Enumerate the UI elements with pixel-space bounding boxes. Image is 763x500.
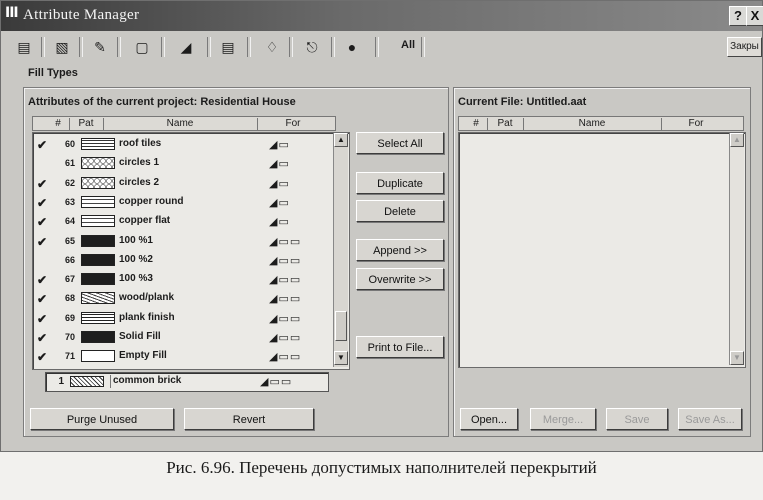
- row-number: 62: [64, 177, 75, 188]
- zones-icon[interactable]: ⎋: [306, 39, 318, 55]
- pattern-swatch: [81, 312, 115, 324]
- duplicate-button[interactable]: Duplicate: [356, 172, 444, 194]
- for-element-icons[interactable]: ◢▭▭: [269, 312, 302, 325]
- row-number: 71: [64, 351, 75, 362]
- delete-button[interactable]: Delete: [356, 200, 444, 222]
- pattern-swatch: [81, 273, 115, 285]
- toolbar-separator: [41, 37, 45, 57]
- row-number: 60: [64, 139, 75, 149]
- for-element-icons[interactable]: ◢▭: [269, 158, 290, 171]
- toolbar-separator: [247, 37, 251, 57]
- pens-icon[interactable]: ▧: [55, 39, 69, 55]
- toolbar-separator: [79, 37, 83, 57]
- column-name[interactable]: Name: [103, 118, 258, 130]
- pattern-swatch: [81, 138, 115, 150]
- used-checkmark-icon: ✔: [37, 138, 48, 152]
- pattern-swatch: [81, 157, 115, 169]
- row-name: Empty Fill: [119, 350, 167, 362]
- app-icon: III: [5, 5, 18, 21]
- edit-row-name-field[interactable]: common brick: [110, 375, 257, 388]
- row-number: 66: [64, 254, 75, 265]
- toolbar-separator: [117, 37, 121, 57]
- used-checkmark-icon: ✔: [37, 350, 48, 365]
- toolbar-separator: [331, 37, 335, 57]
- current-file-panel: [453, 87, 751, 437]
- for-element-icons[interactable]: ◢▭: [269, 196, 290, 209]
- for-element-icons[interactable]: ◢▭: [269, 139, 290, 151]
- append-button[interactable]: Append >>: [356, 239, 444, 261]
- for-element-icons[interactable]: ◢▭▭: [269, 332, 302, 344]
- composites-icon[interactable]: ◢: [180, 39, 192, 55]
- row-name: 100 %3: [119, 273, 153, 285]
- row-number: 68: [64, 293, 75, 304]
- current-project-title: Attributes of the current project: Residential House: [28, 96, 296, 108]
- toolbar-separator: [375, 37, 379, 57]
- for-element-icons[interactable]: ◢▭▭: [269, 293, 302, 306]
- used-checkmark-icon: ✔: [37, 215, 48, 230]
- title-bar[interactable]: [1, 1, 762, 31]
- pattern-swatch: [81, 254, 115, 266]
- used-checkmark-icon: ✔: [37, 292, 48, 307]
- list-item[interactable]: [33, 212, 335, 231]
- list-item[interactable]: [33, 270, 335, 289]
- column-number[interactable]: #: [465, 118, 488, 130]
- list-item[interactable]: [33, 347, 335, 366]
- used-checkmark-icon: ✔: [37, 311, 48, 326]
- row-number: 63: [64, 196, 75, 207]
- right-attribute-list[interactable]: [458, 132, 746, 368]
- window-title: Attribute Manager: [23, 7, 140, 23]
- row-number: 69: [64, 312, 75, 323]
- list-item[interactable]: [33, 309, 335, 328]
- column-pattern[interactable]: Pat: [487, 118, 524, 130]
- list-item[interactable]: [33, 193, 335, 212]
- used-checkmark-icon: ✔: [37, 234, 48, 249]
- toolbar-separator: [421, 37, 425, 57]
- list-item[interactable]: [33, 154, 335, 173]
- scroll-thumb[interactable]: [335, 311, 347, 341]
- row-number: 70: [64, 332, 75, 342]
- column-number[interactable]: #: [47, 118, 70, 130]
- left-list-scrollbar[interactable]: [333, 133, 348, 367]
- row-number: 64: [64, 216, 75, 227]
- row-number: 67: [64, 274, 75, 285]
- column-for[interactable]: For: [688, 118, 704, 129]
- scroll-down-arrow-icon[interactable]: ▼: [334, 351, 348, 365]
- column-pattern[interactable]: Pat: [69, 118, 104, 130]
- column-name[interactable]: Name: [523, 118, 662, 130]
- current-file-title: Current File: Untitled.aat: [458, 96, 587, 108]
- line-types-icon[interactable]: ✎: [94, 39, 106, 55]
- right-list-scrollbar[interactable]: [729, 133, 744, 365]
- column-for[interactable]: For: [285, 118, 301, 129]
- list-item[interactable]: [33, 251, 335, 270]
- revert-button[interactable]: Revert: [184, 408, 314, 430]
- figure-caption: Рис. 6.96. Перечень допустимых наполнителей перекрытий: [166, 458, 597, 477]
- pattern-swatch: [81, 350, 115, 362]
- profiles-icon[interactable]: ♢: [265, 39, 279, 55]
- layers-icon[interactable]: ▤: [17, 39, 31, 55]
- row-name: circles 2: [119, 176, 160, 188]
- merge-button[interactable]: Merge...: [530, 408, 596, 430]
- row-name: 100 %2: [119, 253, 153, 265]
- row-name: wood/plank: [119, 292, 174, 304]
- list-item[interactable]: [33, 289, 335, 308]
- all-types-button[interactable]: All: [401, 39, 416, 51]
- pattern-swatch: [81, 215, 115, 227]
- pattern-swatch: [81, 292, 115, 304]
- save-as-button[interactable]: Save As...: [678, 408, 742, 430]
- for-element-icons[interactable]: ◢▭: [269, 216, 290, 229]
- attribute-type-toolbar: [7, 35, 727, 59]
- row-name: 100 %1: [119, 234, 153, 246]
- print-to-file-button[interactable]: Print to File...: [356, 336, 444, 358]
- toolbar-separator: [161, 37, 165, 57]
- scroll-up-arrow-icon[interactable]: ▲: [730, 133, 744, 147]
- for-element-icons[interactable]: ◢▭: [269, 177, 290, 190]
- for-element-icons[interactable]: ◢▭▭: [269, 235, 302, 248]
- row-name: Solid Fill: [119, 331, 161, 342]
- left-list-header: [32, 116, 336, 131]
- list-item[interactable]: [33, 328, 335, 347]
- row-name: plank finish: [119, 311, 175, 323]
- for-element-icons[interactable]: ◢▭▭: [269, 274, 302, 287]
- scroll-up-arrow-icon[interactable]: ▲: [334, 133, 348, 147]
- edit-row-pattern-swatch[interactable]: [70, 376, 104, 387]
- row-name: copper round: [119, 195, 184, 207]
- scroll-down-arrow-icon[interactable]: ▼: [730, 351, 744, 365]
- purge-unused-button[interactable]: Purge Unused: [30, 408, 174, 430]
- row-name: circles 1: [119, 157, 160, 169]
- overwrite-button[interactable]: Overwrite >>: [356, 268, 444, 290]
- for-element-icons[interactable]: ◢▭▭: [269, 351, 302, 364]
- edit-row-number: 1: [58, 376, 64, 387]
- pattern-swatch: [81, 235, 115, 247]
- save-button[interactable]: Save: [606, 408, 668, 430]
- used-checkmark-icon: ✔: [37, 176, 48, 191]
- edit-row-for-icons[interactable]: ◢▭▭: [260, 376, 293, 388]
- toolbar-separator: [207, 37, 211, 57]
- for-element-icons[interactable]: ◢▭▭: [269, 254, 302, 267]
- toolbar-separator: [289, 37, 293, 57]
- open-button[interactable]: Open...: [460, 408, 518, 430]
- list-item[interactable]: [33, 232, 335, 251]
- pattern-swatch: [81, 331, 115, 343]
- list-item[interactable]: [33, 174, 335, 193]
- list-item[interactable]: [33, 135, 335, 154]
- used-checkmark-icon: ✔: [37, 195, 48, 210]
- row-name: roof tiles: [119, 138, 162, 149]
- edge-close-button[interactable]: Закры: [727, 37, 762, 57]
- close-button[interactable]: X: [746, 6, 763, 26]
- used-checkmark-icon: ✔: [37, 331, 48, 345]
- help-button[interactable]: ?: [729, 6, 747, 26]
- selected-attribute-edit-row[interactable]: [45, 372, 329, 392]
- fill-types-icon[interactable]: ▢: [135, 39, 149, 55]
- used-checkmark-icon: ✔: [37, 273, 48, 288]
- materials-icon[interactable]: ▤: [221, 39, 235, 55]
- pattern-swatch: [81, 177, 115, 189]
- row-number: 61: [64, 158, 75, 169]
- row-name: copper flat: [119, 215, 171, 227]
- select-all-button[interactable]: Select All: [356, 132, 444, 154]
- pattern-swatch: [81, 196, 115, 208]
- right-list-header: [458, 116, 744, 131]
- left-attribute-list[interactable]: [32, 132, 350, 370]
- markup-icon[interactable]: ●: [347, 39, 357, 55]
- row-number: 65: [64, 235, 75, 246]
- section-title: Fill Types: [28, 67, 78, 79]
